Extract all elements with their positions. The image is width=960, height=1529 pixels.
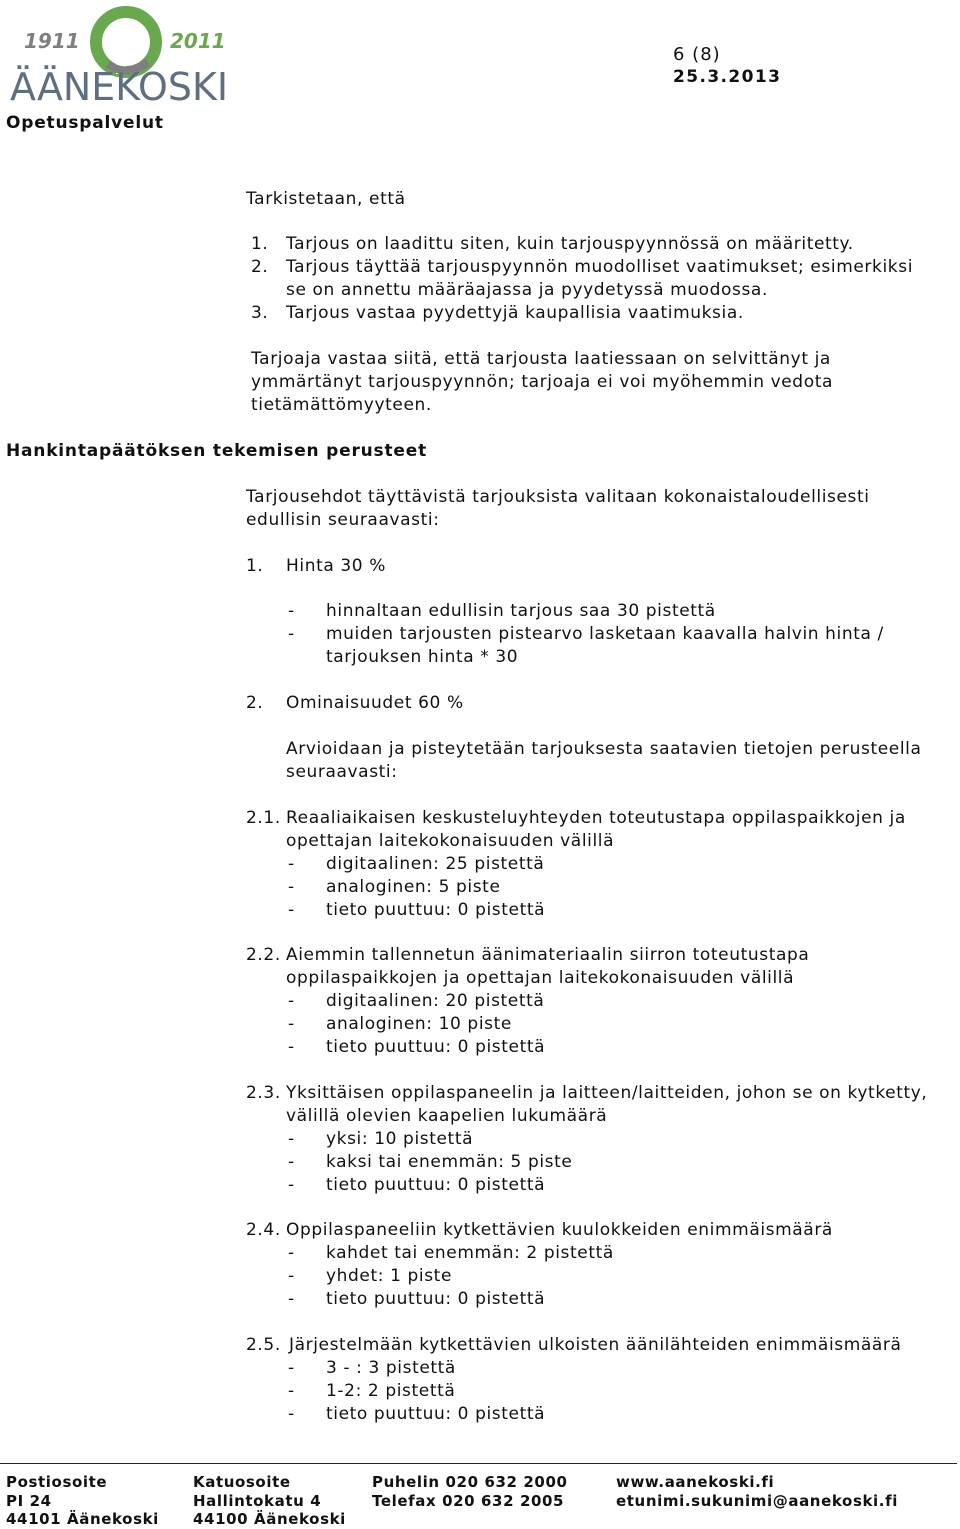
document-date: 25.3.2013 (673, 67, 782, 87)
subcriterion-number: 2.5. (246, 1335, 281, 1355)
logo-name: ÄÄNEKOSKI (10, 65, 228, 104)
subcriterion-title: opettajan laitekokonaisuuden välillä (286, 831, 615, 851)
score-option: yhdet: 1 piste (326, 1266, 452, 1286)
note-line: ymmärtänyt tarjouspyynnön; tarjoaja ei voi myöhemmin vedota (251, 372, 833, 392)
section-intro-line: Tarjousehdot täyttävistä tarjouksista valitaan kokonaistaloudellisesti (246, 487, 870, 507)
logo-year-right: 2011 (170, 29, 226, 53)
score-option: kahdet tai enemmän: 2 pistettä (326, 1243, 614, 1263)
footer-postal-address (6, 1473, 159, 1529)
check-text: se on annettu määräajassa ja pyydetyssä muodossa. (286, 280, 768, 300)
score-option: analoginen: 10 piste (326, 1014, 512, 1034)
intro-lead: Tarkistetaan, että (246, 189, 406, 209)
bullet-dash: - (288, 1152, 295, 1172)
criterion-number: 1. (246, 556, 264, 576)
subcriterion-number: 2.4. (246, 1220, 281, 1240)
score-option: tieto puuttuu: 0 pistettä (326, 900, 546, 920)
department-title: Opetuspalvelut (6, 113, 164, 133)
section-intro-line: edullisin seuraavasti: (246, 510, 440, 530)
score-option: digitaalinen: 20 pistettä (326, 991, 545, 1011)
footer-line: PI 24 (6, 1491, 52, 1510)
score-option: analoginen: 5 piste (326, 877, 501, 897)
bullet-text: hinnaltaan edullisin tarjous saa 30 pistettä (326, 601, 716, 621)
footer-website-link[interactable]: www.aanekoski.fi (616, 1473, 775, 1491)
subcriterion-number: 2.3. (246, 1083, 281, 1103)
footer-line: 44101 Äänekoski (6, 1510, 159, 1528)
note-line: tietämättömyyteen. (251, 395, 432, 415)
footer-email-link[interactable]: etunimi.sukunimi@aanekoski.fi (616, 1491, 898, 1510)
footer-street-address (193, 1473, 346, 1529)
subcriterion-title: oppilaspaikkojen ja opettajan laitekokonaisuuden välillä (286, 968, 795, 988)
bullet-dash: - (288, 1014, 295, 1034)
bullet-text: muiden tarjousten pistearvo lasketaan kaavalla halvin hinta / (326, 624, 884, 644)
subcriterion-number: 2.1. (246, 808, 281, 828)
subcriterion-title: Yksittäisen oppilaspaneelin ja laitteen/laitteiden, johon se on kytketty, (286, 1083, 928, 1103)
check-number: 1. (251, 234, 269, 254)
footer-line: Katuosoite (193, 1473, 291, 1491)
criterion-title: Ominaisuudet 60 % (286, 693, 464, 713)
bullet-dash: - (288, 1129, 295, 1149)
footer-line: 44100 Äänekoski (193, 1510, 346, 1528)
score-option: tieto puuttuu: 0 pistettä (326, 1289, 546, 1309)
criterion-number: 2. (246, 693, 264, 713)
check-number: 2. (251, 257, 269, 277)
bullet-dash: - (288, 624, 295, 644)
note-line: Tarjoaja vastaa siitä, että tarjousta laatiessaan on selvittänyt ja (251, 349, 831, 369)
footer-divider (0, 1463, 957, 1464)
subcriterion-title: Järjestelmään kytkettävien ulkoisten äänilähteiden enimmäismäärä (289, 1335, 902, 1355)
subcriterion-number: 2.2. (246, 945, 281, 965)
bullet-dash: - (288, 1037, 295, 1057)
bullet-dash: - (288, 854, 295, 874)
footer-line: Postiosoite (6, 1473, 108, 1491)
check-text: Tarjous vastaa pyydettyjä kaupallisia vaatimuksia. (286, 303, 744, 323)
score-option: tieto puuttuu: 0 pistettä (326, 1175, 546, 1195)
score-option: 1-2: 2 pistettä (326, 1381, 456, 1401)
check-number: 3. (251, 303, 269, 323)
footer-line: Hallintokatu 4 (193, 1491, 322, 1510)
score-option: digitaalinen: 25 pistettä (326, 854, 545, 874)
check-text: Tarjous täyttää tarjouspyynnön muodolliset vaatimukset; esimerkiksi (286, 257, 914, 277)
aanekoski-logo (8, 4, 233, 104)
bullet-dash: - (288, 1243, 295, 1263)
footer (0, 1463, 960, 1528)
bullet-dash: - (288, 900, 295, 920)
score-option: tieto puuttuu: 0 pistettä (326, 1404, 546, 1424)
score-option: tieto puuttuu: 0 pistettä (326, 1037, 546, 1057)
page-number: 6 (8) (673, 44, 721, 65)
subcriterion-title: Oppilaspaneeliin kytkettävien kuulokkeiden enimmäismäärä (286, 1220, 833, 1240)
bullet-dash: - (288, 1381, 295, 1401)
features-desc-line: Arvioidaan ja pisteytetään tarjouksesta saatavien tietojen perusteella (286, 739, 922, 759)
features-desc-line: seuraavasti: (286, 762, 398, 782)
subcriterion-title: välillä olevien kaapelien lukumäärä (286, 1106, 608, 1126)
footer-line: Telefax 020 632 2005 (372, 1491, 565, 1510)
criterion-title: Hinta 30 % (286, 556, 386, 576)
bullet-dash: - (288, 601, 295, 621)
check-text: Tarjous on laadittu siten, kuin tarjouspyynnössä on määritetty. (286, 234, 854, 254)
footer-phone (372, 1473, 568, 1510)
bullet-dash: - (288, 1266, 295, 1286)
score-option: yksi: 10 pistettä (326, 1129, 474, 1149)
score-option: kaksi tai enemmän: 5 piste (326, 1152, 573, 1172)
subcriterion-title: Aiemmin tallennetun äänimateriaalin siirron toteutustapa (286, 945, 810, 965)
footer-line: Puhelin 020 632 2000 (372, 1473, 568, 1491)
bullet-dash: - (288, 1404, 295, 1424)
footer-web (616, 1473, 898, 1510)
logo-year-left: 1911 (24, 29, 80, 53)
bullet-dash: - (288, 1289, 295, 1309)
section-heading: Hankintapäätöksen tekemisen perusteet (6, 441, 427, 461)
bullet-dash: - (288, 877, 295, 897)
bullet-dash: - (288, 1358, 295, 1378)
score-option: 3 - : 3 pistettä (326, 1358, 456, 1378)
bullet-dash: - (288, 1175, 295, 1195)
bullet-text: tarjouksen hinta * 30 (326, 647, 519, 667)
subcriterion-title: Reaaliaikaisen keskusteluyhteyden toteutustapa oppilaspaikkojen ja (286, 808, 906, 828)
bullet-dash: - (288, 991, 295, 1011)
